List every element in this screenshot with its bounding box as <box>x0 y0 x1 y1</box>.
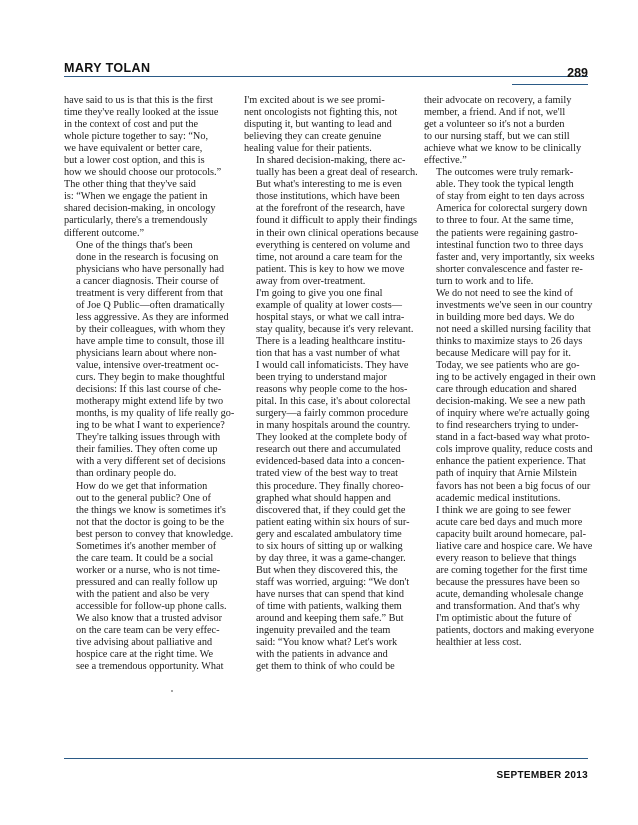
text-line: tive advising about palliative and <box>76 637 213 649</box>
text-line: shorter convalescence and faster re- <box>436 263 583 275</box>
text-line: in many hospitals around the country. <box>256 420 411 432</box>
paragraph <box>64 95 229 240</box>
text-line: patient eating within six hours of sur- <box>256 516 410 528</box>
text-line: The outcomes were truly remark- <box>436 167 574 179</box>
text-line: I think we are going to see fewer <box>436 504 571 516</box>
paragraph <box>424 287 593 360</box>
text-line: turn to work and to life. <box>436 275 534 287</box>
text-line: not need a skilled nursing facility that <box>436 323 591 335</box>
text-line: best person to convey that knowledge. <box>76 528 234 540</box>
text-line: We also know that a trusted advisor <box>76 613 223 625</box>
text-line: on the care team can be very effec- <box>76 625 220 637</box>
text-line: pital. In this case, it's about colorectal <box>256 396 411 408</box>
text-line: away from over-treatment. <box>256 275 366 287</box>
text-line: intestinal function two to three days <box>436 239 584 251</box>
text-line: hospice care at the right time. We <box>76 649 214 661</box>
paragraph <box>64 239 235 481</box>
text-line: capacity built around homecare, pal- <box>436 528 586 540</box>
text-column-2 <box>244 95 419 673</box>
text-line: enhance the patient experience. That <box>436 456 586 468</box>
text-line: reasons why people come to the hos- <box>256 384 408 396</box>
text-line: at the forefront of the research, have <box>256 203 405 215</box>
text-line: by day three, it was a game-changer. <box>256 552 406 564</box>
text-line: They looked at the complete body of <box>256 432 407 444</box>
text-line: gery and escalated ambulatory time <box>256 528 402 540</box>
text-line: of inquiry where we're actually going <box>436 408 590 420</box>
text-line: the patients were regaining gastro- <box>436 227 578 239</box>
text-line: the things we know is sometimes it's <box>76 504 226 516</box>
text-line: In shared decision-making, there ac- <box>256 155 406 167</box>
text-line: care through education and shared <box>436 384 577 396</box>
text-line: of Joe Q Public—often dramatically <box>76 299 225 311</box>
text-line: thinks to maximize stays to 26 days <box>436 335 583 347</box>
text-line: everything is centered on volume and <box>256 239 410 251</box>
paragraph <box>244 287 414 565</box>
text-line: liative care and hospice care. We have <box>436 540 593 552</box>
text-line: How do we get that information <box>76 480 208 492</box>
text-line: physicians learn about where non- <box>76 347 217 359</box>
text-line: in the context of cost and put the <box>64 119 199 131</box>
text-line: worker or a nurse, who is not time- <box>76 564 221 576</box>
text-line: investments we've seen in our country <box>436 299 593 311</box>
paragraph <box>424 360 596 505</box>
text-line: have nurses that can spend that kind <box>256 588 405 600</box>
text-line: been trying to understand major <box>256 372 387 384</box>
issue-date: SEPTEMBER 2013 <box>496 770 588 781</box>
text-line: get a volunteer so it's not a burden <box>424 119 565 131</box>
text-line: decisions: If this last course of che- <box>76 384 222 396</box>
paragraph <box>64 480 234 674</box>
text-line: effective.” <box>424 155 467 167</box>
text-line: with the patients in advance and <box>256 649 388 661</box>
text-line: get them to think of who could be <box>256 661 395 673</box>
text-line: months, is my quality of life really go- <box>76 408 235 420</box>
text-line: every reason to believe that things <box>436 552 577 564</box>
text-line: shared decision-making, in oncology <box>64 203 216 215</box>
text-line: believing they can create genuine <box>244 131 382 143</box>
text-line: curs. They begin to make thoughtful <box>76 372 225 384</box>
text-line: and transformation. And that's why <box>436 600 580 612</box>
running-footer <box>64 758 588 788</box>
text-line: this procedure. They finally choreo- <box>256 480 404 492</box>
text-line: acute care bed days and much more <box>436 516 583 528</box>
text-line: we have equivalent or better care, <box>64 143 203 155</box>
text-line: of time with patients, walking them <box>256 600 402 612</box>
text-line: healthier at less cost. <box>436 637 522 649</box>
text-line: stay quality, because it's very relevant. <box>256 323 414 335</box>
text-line: to three to four. At the same time, <box>436 215 574 227</box>
text-line: surgery—a fairly common procedure <box>256 408 409 420</box>
text-line: in their own clinical operations because <box>256 227 419 239</box>
text-line: Sometimes it's another member of <box>76 540 217 552</box>
text-line: path of inquiry that Arnie Milstein <box>436 468 577 480</box>
text-line: to find researchers trying to under- <box>436 420 579 432</box>
text-line: graphed what should happen and <box>256 492 391 504</box>
text-line: Today, we see patients who are go- <box>436 360 580 372</box>
article-body <box>64 95 596 685</box>
text-line: treatment is very different from that <box>76 287 223 299</box>
text-line: ing to be what I want to experience? <box>76 420 225 432</box>
text-line: tually has been a great deal of research. <box>256 167 418 179</box>
text-line: I would call infomaticists. They have <box>256 360 409 372</box>
text-line: a cancer diagnosis. Their course of <box>76 275 219 287</box>
text-line: but a lower cost option, and this is <box>64 155 205 167</box>
footer-rule <box>64 758 588 759</box>
paragraph <box>424 95 589 167</box>
text-line: with a very different set of decisions <box>76 456 226 468</box>
text-line: time they've really looked at the issue <box>64 107 219 119</box>
text-line: tion that has a vast number of what <box>256 347 400 359</box>
text-line: time, not around a care team for the <box>256 251 403 263</box>
text-line: But when they discovered this, the <box>256 564 398 576</box>
text-line: of stay from eight to ten days across <box>436 191 585 203</box>
text-line: faster and, very importantly, six weeks <box>436 251 595 263</box>
text-line: motherapy might extend life by two <box>76 396 224 408</box>
text-line: academic medical institutions. <box>436 492 561 504</box>
paragraph <box>424 167 595 287</box>
text-line: value, intensive over-treatment oc- <box>76 360 219 372</box>
text-line: have said to us is that this is the first <box>64 95 213 106</box>
text-line: not that the doctor is going to be the <box>76 516 225 528</box>
page-number-underline <box>512 84 588 85</box>
text-line: I'm optimistic about the future of <box>436 613 572 625</box>
text-line: But what's interesting to me is even <box>256 179 402 191</box>
text-line: because Medicare will pay for it. <box>436 347 571 359</box>
paragraph <box>244 95 409 155</box>
text-line: to six hours of sitting up or walking <box>256 540 403 552</box>
text-line: They're talking issues through with <box>76 432 221 444</box>
text-line: their families. They often come up <box>76 444 218 456</box>
text-line: whole picture together to say: “No, <box>64 131 209 143</box>
text-line: is: “When we engage the patient in <box>64 191 208 203</box>
text-line: because the pressures have been so <box>436 576 580 588</box>
text-line: There is a leading healthcare institu- <box>256 335 406 347</box>
text-line: staff was worried, arguing: “We don't <box>256 576 410 588</box>
text-column-3 <box>424 95 596 649</box>
running-header <box>64 56 588 86</box>
text-line: how we should choose our protocols.” <box>64 167 222 179</box>
text-line: accessible for follow-up phone calls. <box>76 600 227 612</box>
text-line: those institutions, which have been <box>256 191 400 203</box>
text-line: different outcome.” <box>64 227 145 239</box>
text-line: I'm excited about is we see promi- <box>244 95 385 106</box>
text-line: around and keeping them safe.” But <box>256 613 404 625</box>
text-line: The other thing that they've said <box>64 179 196 191</box>
text-line: in building more bed days. We do <box>436 311 575 323</box>
text-line: done in the research is focusing on <box>76 251 219 263</box>
text-line: to our nursing staff, but we can still <box>424 131 570 143</box>
text-line: the care team. It could be a social <box>76 552 214 564</box>
paragraph <box>244 155 419 288</box>
text-line: research out there and accumulated <box>256 444 401 456</box>
text-line: healing value for their patients. <box>244 143 372 155</box>
text-line: One of the things that's been <box>76 239 193 251</box>
paragraph <box>244 565 409 673</box>
text-line: less aggressive. As they are informed <box>76 311 229 323</box>
header-rule <box>64 76 588 77</box>
text-line: cols improve quality, reduce costs and <box>436 444 593 456</box>
text-line: out to the general public? One of <box>76 492 211 504</box>
text-line: able. They took the typical length <box>436 179 574 191</box>
text-line: acute, demanding wholesale change <box>436 588 584 600</box>
text-line: physicians who have personally had <box>76 263 225 275</box>
text-line: have ample time to consult, those ill <box>76 335 225 347</box>
text-line: ing to be actively engaged in their own <box>436 372 596 384</box>
text-line: hospital stays, or what we call intra- <box>256 311 405 323</box>
author-name: MARY TOLAN <box>64 61 151 75</box>
text-line: example of quality at lower costs— <box>256 299 403 311</box>
text-line: disputing it, but wanting to lead and <box>244 119 392 131</box>
text-line: their advocate on recovery, a family <box>424 95 572 106</box>
text-line: stand in a fact-based way what proto- <box>436 432 590 444</box>
text-line: particularly, there's a tremendously <box>64 215 208 227</box>
text-line: patient. This is key to how we move <box>256 263 405 275</box>
text-line: than ordinary people do. <box>76 468 177 480</box>
text-line: We do not need to see the kind of <box>436 287 573 299</box>
text-line: see a tremendous opportunity. What <box>76 661 224 673</box>
text-line: patients, doctors and making everyone <box>436 625 594 637</box>
text-line: America for colorectal surgery down <box>436 203 588 215</box>
text-line: are coming together for the first time <box>436 564 588 576</box>
text-line: I'm going to give you one final <box>256 287 383 299</box>
text-line: found it difficult to apply their findings <box>256 215 417 227</box>
text-line: discovered that, if they could get the <box>256 504 406 516</box>
text-line: member, a friend. And if not, we'll <box>424 107 566 119</box>
text-column-1 <box>64 95 235 673</box>
text-line: achieve what we know to be clinically <box>424 143 582 155</box>
text-line: favors has not been a big focus of our <box>436 480 591 492</box>
text-line: by their colleagues, with whom they <box>76 323 226 335</box>
text-line: evidenced-based data into a concen- <box>256 456 405 468</box>
text-line: pressured and can really follow up <box>76 576 218 588</box>
text-line: ingenuity prevailed and the team <box>256 625 391 637</box>
text-line: trated view of the best way to treat <box>256 468 399 480</box>
page-number: 289 <box>567 66 588 80</box>
text-line: nent oncologists not fighting this, not <box>244 107 398 119</box>
paragraph <box>424 504 594 650</box>
text-line: with the patient and also be very <box>76 588 210 600</box>
text-line: decision-making. We see a new path <box>436 396 586 408</box>
text-line: said: “You know what? Let's work <box>256 637 398 649</box>
print-speck <box>171 690 173 692</box>
